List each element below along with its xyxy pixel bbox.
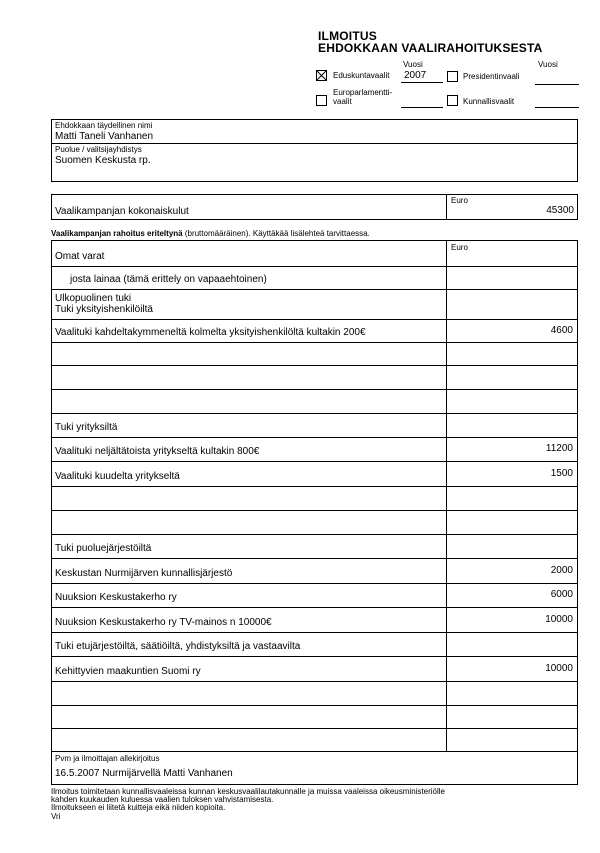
footer-notes	[51, 788, 445, 821]
candidate-divider	[51, 143, 578, 144]
name-field[interactable]: Matti Taneli Vanhanen	[55, 131, 154, 142]
breakdown-row-value[interactable]: 1500	[550, 468, 573, 479]
party-label: Puolue / valitsijayhdistys	[55, 145, 142, 154]
breakdown-row-label[interactable]: Vaalituki neljältätoista yritykseltä kultakin 800€	[55, 446, 260, 457]
row-separator	[51, 413, 578, 414]
vuosi-underline	[401, 82, 443, 83]
total-label: Vaalikampanjan kokonaiskulut	[55, 206, 189, 217]
total-value[interactable]: 45300	[546, 205, 574, 216]
party-field[interactable]: Suomen Keskusta rp.	[55, 155, 151, 166]
row-separator	[51, 365, 578, 366]
breakdown-row-label[interactable]: Tuki yrityksiltä	[55, 422, 118, 433]
breakdown-row-value[interactable]: 6000	[550, 589, 573, 600]
europarlamentti-checkbox[interactable]	[316, 95, 327, 106]
row-separator	[51, 728, 578, 729]
eduskunta-label: Eduskuntavaalit	[333, 71, 390, 80]
vuosi-value: 2007	[404, 70, 427, 81]
breakdown-row-sublabel: Tuki yksityishenkilöiltä	[55, 304, 153, 315]
row-separator	[51, 534, 578, 535]
breakdown-row-label[interactable]: josta lainaa (tämä erittely on vapaaehtoinen)	[70, 274, 267, 285]
row-separator	[51, 266, 578, 267]
signature-field[interactable]: 16.5.2007 Nurmijärvellä Matti Vanhanen	[55, 768, 233, 779]
signature-label: Pvm ja ilmoittajan allekirjoitus	[55, 754, 160, 763]
breakdown-row-label[interactable]: Vaalituki kahdeltakymmeneltä kolmelta yksityishenkilöltä kultakin 200€	[55, 327, 366, 338]
row-separator	[51, 437, 578, 438]
form-title	[318, 30, 543, 54]
vuosi-label-right: Vuosi	[538, 60, 558, 69]
name-label: Ehdokkaan täydellinen nimi	[55, 121, 153, 130]
row-separator	[51, 389, 578, 390]
breakdown-euro-label: Euro	[451, 243, 468, 252]
total-divider	[446, 194, 447, 220]
row-separator	[51, 656, 578, 657]
row-separator	[51, 342, 578, 343]
kunnallis-vuosi-underline	[535, 107, 579, 108]
breakdown-heading: Vaalikampanjan rahoitus eriteltynä (bruttomääräinen). Käyttäkää lisälehteä tarvittaessa.	[51, 229, 370, 238]
row-separator	[51, 607, 578, 608]
vuosi-label: Vuosi	[403, 60, 423, 69]
footer-line-2: kahden kuukauden kuluessa vaalien tuloksen vahvistamisesta.	[51, 795, 274, 804]
vuosi-right-underline	[535, 84, 579, 85]
row-separator	[51, 705, 578, 706]
presidentti-label: Presidentinvaali	[463, 72, 520, 81]
breakdown-row-label[interactable]: Omat varat	[55, 251, 105, 262]
breakdown-row-value[interactable]: 4600	[550, 325, 573, 336]
title-line-2: EHDOKKAAN VAALIRAHOITUKSESTA	[318, 41, 543, 55]
breakdown-row-label[interactable]: Ulkopuolinen tuki	[55, 293, 132, 304]
breakdown-row-label[interactable]: Nuuksion Keskustakerho ry	[55, 592, 177, 603]
breakdown-row-label[interactable]: Nuuksion Keskustakerho ry TV-mainos n 10000€	[55, 617, 272, 628]
eduskunta-checkbox[interactable]	[316, 70, 327, 81]
breakdown-row-label[interactable]: Kehittyvien maakuntien Suomi ry	[55, 666, 201, 677]
breakdown-row-value[interactable]: 11200	[545, 443, 573, 454]
footer-line-3: Ilmoitukseen ei liitetä kuitteja eikä niiden kopioita.	[51, 803, 226, 812]
row-separator	[51, 510, 578, 511]
footer-line-1: Ilmoitus toimitetaan kunnallisvaaleissa kunnan keskusvaalilautakunnalle ja muissa vaaleissa oikeusministeriölle	[51, 787, 445, 796]
breakdown-row-label[interactable]: Tuki etujärjestöiltä, säätiöiltä, yhdistyksiltä ja vastaavilta	[55, 641, 301, 652]
presidentti-checkbox[interactable]	[447, 71, 458, 82]
title-line-1: ILMOITUS	[318, 29, 377, 43]
row-separator	[51, 319, 578, 320]
breakdown-row-value[interactable]: 2000	[550, 565, 573, 576]
form-code: Vri	[51, 812, 61, 821]
breakdown-row-value[interactable]: 10000	[545, 663, 573, 674]
europarl-vuosi-underline	[401, 107, 443, 108]
row-separator	[51, 632, 578, 633]
row-separator	[51, 681, 578, 682]
breakdown-row-label[interactable]: Keskustan Nurmijärven kunnallisjärjestö	[55, 568, 233, 579]
kunnallis-label: Kunnallisvaalit	[463, 97, 515, 106]
check-x-icon	[316, 70, 327, 81]
total-euro-label: Euro	[451, 196, 468, 205]
row-separator	[51, 558, 578, 559]
breakdown-row-label[interactable]: Vaalituki kuudelta yritykseltä	[55, 471, 180, 482]
europarlamentti-label: Europarlamentti- vaalit	[333, 88, 393, 106]
row-separator	[51, 289, 578, 290]
row-separator	[51, 583, 578, 584]
row-separator	[51, 461, 578, 462]
breakdown-value-divider	[446, 240, 447, 752]
breakdown-row-value[interactable]: 10000	[545, 614, 573, 625]
kunnallis-checkbox[interactable]	[447, 95, 458, 106]
breakdown-row-label[interactable]: Tuki puoluejärjestöiltä	[55, 543, 152, 554]
row-separator	[51, 486, 578, 487]
